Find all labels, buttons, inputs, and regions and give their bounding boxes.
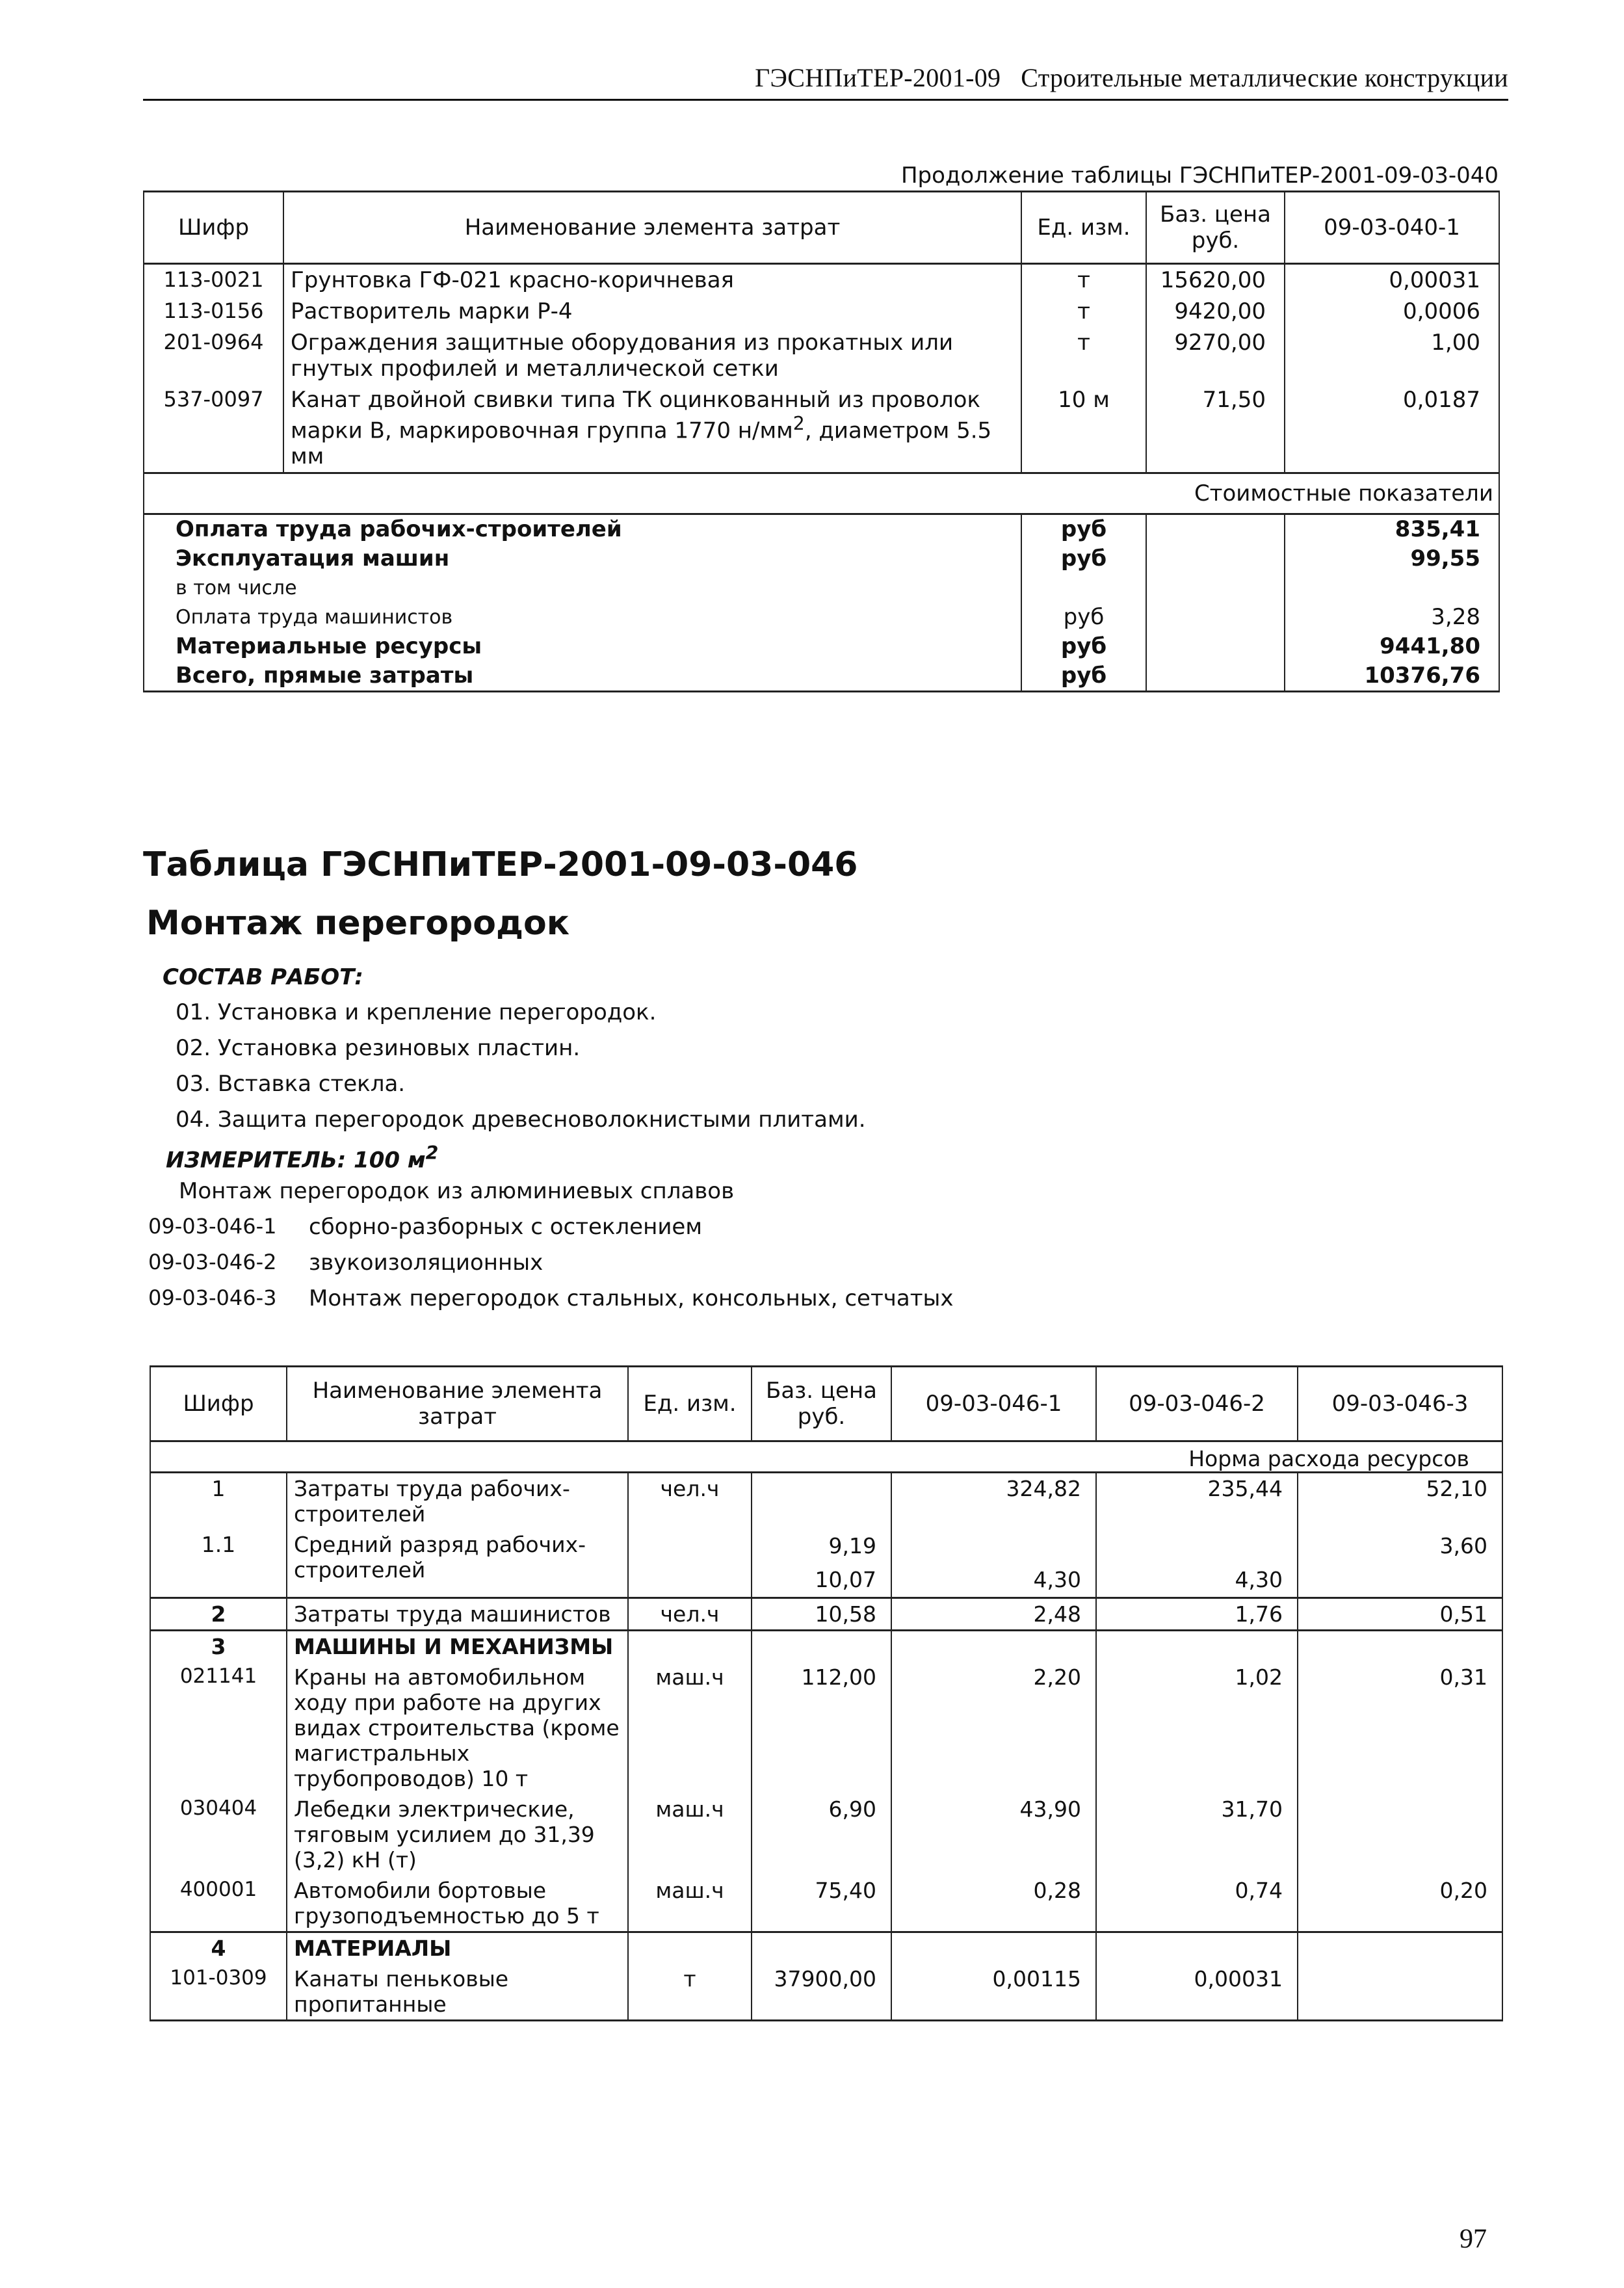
header-title: Строительные металлические конструкции bbox=[1021, 63, 1508, 92]
cell-name bbox=[283, 384, 1021, 473]
cell-v1: 0,28 bbox=[891, 1875, 1096, 1932]
cell-unit: маш.ч bbox=[628, 1875, 752, 1932]
cell-v2: 0,00031 bbox=[1096, 1964, 1298, 2021]
table-title: Таблица ГЭСНПиТЕР-2001-09-03-046 bbox=[143, 845, 858, 884]
cell-unit: т bbox=[1021, 296, 1146, 327]
header-rule bbox=[143, 99, 1508, 101]
cost-value bbox=[1285, 573, 1499, 603]
cell-code: 113-0156 bbox=[144, 296, 283, 327]
cell-price: 9270,00 bbox=[1146, 327, 1285, 384]
col-header-code: Шифр bbox=[150, 1367, 287, 1441]
table-continuation-caption: Продолжение таблицы ГЭСНПиТЕР-2001-09-03-040 bbox=[900, 163, 1499, 189]
cell-v2: 235,44 bbox=[1096, 1473, 1298, 1530]
cell-name: Грунтовка ГФ-021 красно-коричневая bbox=[283, 264, 1021, 296]
value-line: 3,60 bbox=[1439, 1533, 1487, 1558]
cost-value: 3,28 bbox=[1285, 603, 1499, 632]
cost-label: Оплата труда рабочих-строителей bbox=[144, 514, 1021, 545]
cell-unit: т bbox=[628, 1964, 752, 2021]
cost-label: в том числе bbox=[144, 573, 1021, 603]
cost-unit: руб bbox=[1021, 544, 1146, 573]
work-item: 01. Установка и крепление перегородок. bbox=[176, 999, 657, 1025]
cell-unit: 10 м bbox=[1021, 384, 1146, 473]
cell-unit: чел.ч bbox=[628, 1473, 752, 1530]
item-code: 09-03-046-3 bbox=[148, 1285, 277, 1310]
table-row bbox=[150, 1964, 1502, 2021]
cost-unit: руб bbox=[1021, 514, 1146, 545]
col-header-norm-2: 09-03-046-2 bbox=[1096, 1367, 1298, 1441]
cell-price: 15620,00 bbox=[1146, 264, 1285, 296]
cell-code: 1.1 bbox=[150, 1529, 287, 1598]
cell-name: Канаты пеньковые пропитанные bbox=[287, 1964, 628, 2021]
cell-name: Лебедки электрические, тяговым усилием до 31,39 (3,2) кН (т) bbox=[287, 1794, 628, 1875]
cell-name: Средний разряд рабочих-строителей bbox=[287, 1529, 628, 1598]
price-line: 10,07 bbox=[815, 1567, 876, 1592]
item-text: звукоизоляционных bbox=[309, 1250, 544, 1276]
col-header-name: Наименование элемента затрат bbox=[287, 1367, 628, 1441]
cell-name: Автомобили бортовые грузоподъемностью до 5 т bbox=[287, 1875, 628, 1932]
cell-price: 75,40 bbox=[752, 1875, 891, 1932]
cell-name: МАТЕРИАЛЫ bbox=[287, 1932, 628, 1964]
cell-name: Растворитель марки Р-4 bbox=[283, 296, 1021, 327]
table-row bbox=[144, 384, 1499, 473]
table-row bbox=[150, 1598, 1502, 1631]
cell-name: Затраты труда рабочих-строителей bbox=[287, 1473, 628, 1530]
cell-v1: 2,20 bbox=[891, 1662, 1096, 1794]
item-code: 09-03-046-2 bbox=[148, 1250, 277, 1274]
cost-row bbox=[144, 573, 1499, 603]
table-row bbox=[144, 296, 1499, 327]
col-header-name: Наименование элемента затрат bbox=[283, 192, 1021, 264]
cost-empty bbox=[1146, 603, 1285, 632]
cell-v2 bbox=[1096, 1529, 1298, 1598]
price-line: 9,19 bbox=[828, 1533, 876, 1558]
superscript: 2 bbox=[792, 413, 805, 434]
cost-value: 835,41 bbox=[1285, 514, 1499, 545]
section-row bbox=[150, 1631, 1502, 1663]
works-label: СОСТАВ РАБОТ: bbox=[163, 964, 363, 990]
running-header bbox=[143, 62, 1508, 93]
meter-label bbox=[166, 1142, 438, 1173]
norm-header-row bbox=[150, 1441, 1502, 1473]
cost-empty bbox=[1146, 632, 1285, 661]
cell-name: МАШИНЫ И МЕХАНИЗМЫ bbox=[287, 1631, 628, 1663]
col-header-norm-1: 09-03-046-1 bbox=[891, 1367, 1096, 1441]
cell-unit: чел.ч bbox=[628, 1598, 752, 1631]
col-header-price: Баз. цена руб. bbox=[752, 1367, 891, 1441]
cell-v2: 1,02 bbox=[1096, 1662, 1298, 1794]
work-item: 02. Установка резиновых пластин. bbox=[176, 1035, 581, 1061]
cost-empty bbox=[1146, 661, 1285, 692]
cell-v1: 0,00115 bbox=[891, 1964, 1096, 2021]
cost-value: 9441,80 bbox=[1285, 632, 1499, 661]
cell-v1: 43,90 bbox=[891, 1794, 1096, 1875]
cell-v3 bbox=[1298, 1964, 1502, 2021]
cell-code: 113-0021 bbox=[144, 264, 283, 296]
cost-row bbox=[144, 632, 1499, 661]
cell-name: Краны на автомобильном ходу при работе на других видах строительства (кроме магистральных трубопроводов) 10 т bbox=[287, 1662, 628, 1794]
meter-text: ИЗМЕРИТЕЛЬ: 100 м bbox=[166, 1147, 426, 1174]
cost-unit bbox=[1021, 573, 1146, 603]
cell-price bbox=[752, 1473, 891, 1530]
cell-v3: 0,51 bbox=[1298, 1598, 1502, 1631]
cell-v3: 0,31 bbox=[1298, 1662, 1502, 1794]
cell-v3 bbox=[1298, 1529, 1502, 1598]
cell-name: Ограждения защитные оборудования из прокатных или гнутых профилей и металлической сетки bbox=[283, 327, 1021, 384]
value-line: 4,30 bbox=[1235, 1567, 1283, 1592]
resource-table-046 bbox=[150, 1365, 1503, 2021]
work-item: 03. Вставка стекла. bbox=[176, 1071, 406, 1097]
cost-row bbox=[144, 514, 1499, 545]
cell-price bbox=[752, 1529, 891, 1598]
item-code: 09-03-046-1 bbox=[148, 1214, 277, 1239]
cell-code: 1 bbox=[150, 1473, 287, 1530]
cell-v1 bbox=[891, 1529, 1096, 1598]
table-row bbox=[150, 1794, 1502, 1875]
col-header-unit: Ед. изм. bbox=[1021, 192, 1146, 264]
cell-v2: 0,74 bbox=[1096, 1875, 1298, 1932]
work-item: 04. Защита перегородок древесноволокнистыми плитами. bbox=[176, 1107, 866, 1133]
cost-unit: руб bbox=[1021, 661, 1146, 692]
cell-name-text: Канат двойной свивки типа ТК оцинкованный из проволок марки В, маркировочная группа 1770 н/мм bbox=[291, 387, 981, 444]
cost-empty bbox=[1146, 514, 1285, 545]
cell-v3: 0,20 bbox=[1298, 1875, 1502, 1932]
cost-row bbox=[144, 544, 1499, 573]
table-row bbox=[144, 264, 1499, 296]
cell-code: 400001 bbox=[150, 1875, 287, 1932]
col-header-unit: Ед. изм. bbox=[628, 1367, 752, 1441]
cell-value: 0,00031 bbox=[1285, 264, 1499, 296]
cell-unit: маш.ч bbox=[628, 1662, 752, 1794]
table-row bbox=[150, 1473, 1502, 1530]
cell-value: 0,0006 bbox=[1285, 296, 1499, 327]
cost-row bbox=[144, 603, 1499, 632]
table-header-row bbox=[150, 1367, 1502, 1441]
cell-price: 10,58 bbox=[752, 1598, 891, 1631]
norm-header: Норма расхода ресурсов bbox=[150, 1441, 1502, 1473]
cost-value: 99,55 bbox=[1285, 544, 1499, 573]
cost-unit: руб bbox=[1021, 603, 1146, 632]
cell-code: 4 bbox=[150, 1932, 287, 1964]
cost-label: Материальные ресурсы bbox=[144, 632, 1021, 661]
cell-code: 021141 bbox=[150, 1662, 287, 1794]
cell-code: 201-0964 bbox=[144, 327, 283, 384]
cell-code: 537-0097 bbox=[144, 384, 283, 473]
group-title: Монтаж перегородок из алюминиевых сплавов bbox=[179, 1178, 735, 1204]
cell-value: 0,0187 bbox=[1285, 384, 1499, 473]
cost-label: Всего, прямые затраты bbox=[144, 661, 1021, 692]
superscript: 2 bbox=[425, 1142, 439, 1164]
cost-unit: руб bbox=[1021, 632, 1146, 661]
cell-v2: 1,76 bbox=[1096, 1598, 1298, 1631]
cell-unit bbox=[628, 1529, 752, 1598]
page-number: 97 bbox=[1460, 2224, 1487, 2254]
cost-label: Эксплуатация машин bbox=[144, 544, 1021, 573]
cost-empty bbox=[1146, 573, 1285, 603]
section-subtitle: Монтаж перегородок bbox=[146, 904, 570, 943]
cell-name: Затраты труда машинистов bbox=[287, 1598, 628, 1631]
cost-header-row bbox=[144, 473, 1499, 514]
cell-price: 9420,00 bbox=[1146, 296, 1285, 327]
cost-row-total bbox=[144, 661, 1499, 692]
cost-label: Оплата труда машинистов bbox=[144, 603, 1021, 632]
table-header-row bbox=[144, 192, 1499, 264]
cost-header: Стоимостные показатели bbox=[144, 473, 1499, 514]
table-row bbox=[150, 1875, 1502, 1932]
table-row bbox=[150, 1662, 1502, 1794]
cell-value: 1,00 bbox=[1285, 327, 1499, 384]
cell-unit: т bbox=[1021, 327, 1146, 384]
cell-code: 030404 bbox=[150, 1794, 287, 1875]
cost-value: 10376,76 bbox=[1285, 661, 1499, 692]
table-row bbox=[150, 1529, 1502, 1598]
table-row bbox=[144, 327, 1499, 384]
cell-unit: т bbox=[1021, 264, 1146, 296]
cost-empty bbox=[1146, 544, 1285, 573]
value-line: 4,30 bbox=[1033, 1567, 1081, 1592]
cell-code: 3 bbox=[150, 1631, 287, 1663]
col-header-norm-3: 09-03-046-3 bbox=[1298, 1367, 1502, 1441]
cell-v1: 324,82 bbox=[891, 1473, 1096, 1530]
section-row bbox=[150, 1932, 1502, 1964]
cell-v2: 31,70 bbox=[1096, 1794, 1298, 1875]
cell-v3 bbox=[1298, 1794, 1502, 1875]
cell-code: 2 bbox=[150, 1598, 287, 1631]
cell-price: 6,90 bbox=[752, 1794, 891, 1875]
cell-price: 71,50 bbox=[1146, 384, 1285, 473]
col-header-code: Шифр bbox=[144, 192, 283, 264]
cell-price: 37900,00 bbox=[752, 1964, 891, 2021]
header-code: ГЭСНПиТЕР-2001-09 bbox=[755, 63, 1001, 92]
cell-unit: маш.ч bbox=[628, 1794, 752, 1875]
col-header-norm: 09-03-040-1 bbox=[1285, 192, 1499, 264]
cell-price: 112,00 bbox=[752, 1662, 891, 1794]
item-text: сборно-разборных с остеклением bbox=[309, 1214, 702, 1240]
col-header-price: Баз. цена руб. bbox=[1146, 192, 1285, 264]
cell-name-text-end: , диаметром 5.5 мм bbox=[291, 417, 992, 470]
cell-code: 101-0309 bbox=[150, 1964, 287, 2021]
cell-v3: 52,10 bbox=[1298, 1473, 1502, 1530]
resource-table-040 bbox=[143, 191, 1500, 692]
cell-v1: 2,48 bbox=[891, 1598, 1096, 1631]
item-text: Монтаж перегородок стальных, консольных, сетчатых bbox=[309, 1285, 954, 1311]
